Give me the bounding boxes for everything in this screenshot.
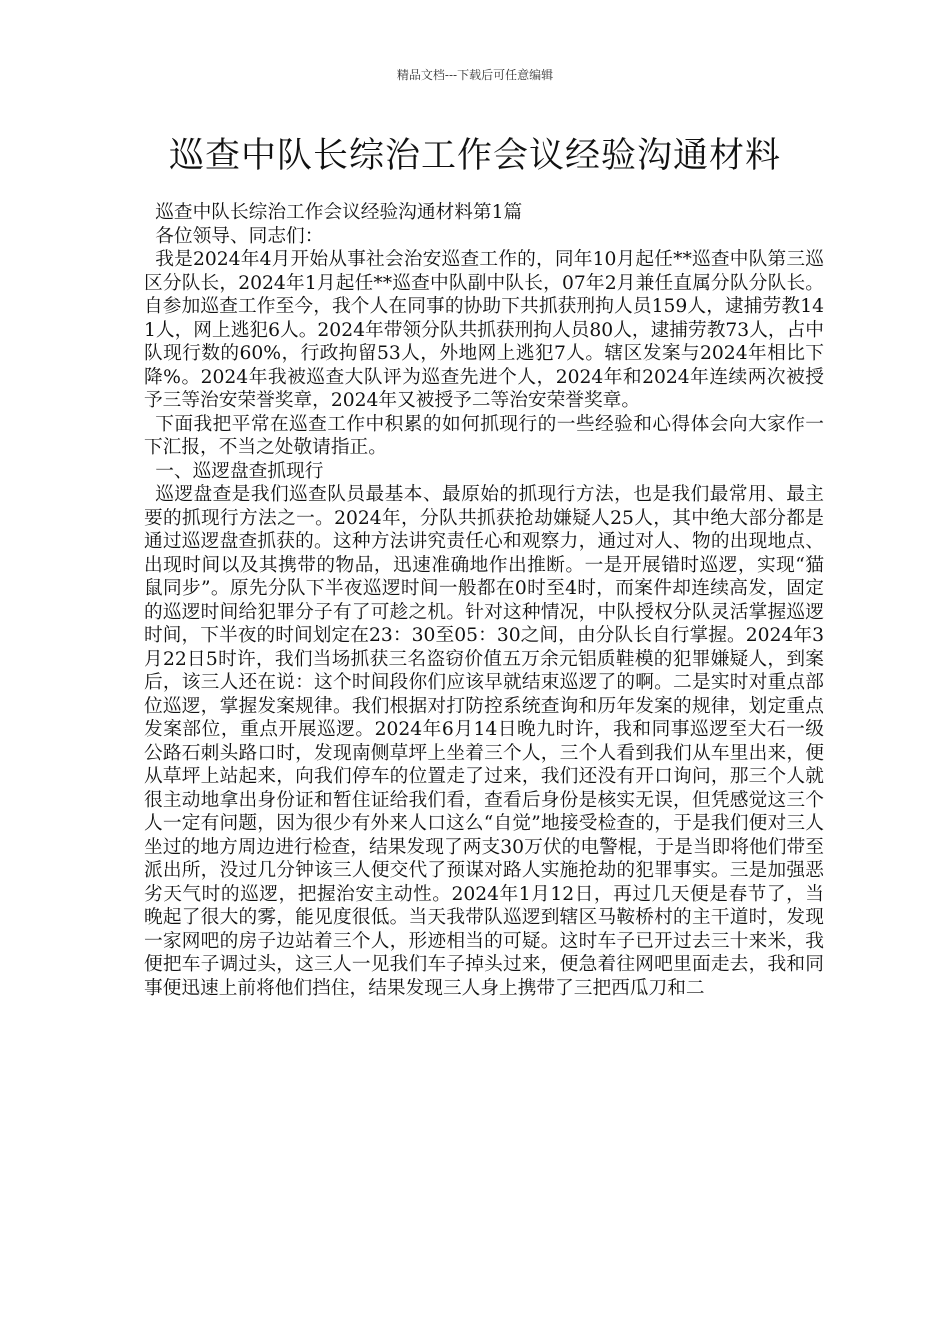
body-paragraph: 我是2024年4月开始从事社会治安巡查工作的，同年10月起任**巡查中队第三巡区分队长，2024年1月起任**巡查中队副中队长，07年2月兼任直属分队分队长。自参加巡查工作至今，我个人在同事的协助下共抓获刑拘人员159人，逮捕劳教141人，网上逃犯6人。2024年带领分队共抓获刑拘人员80人，逮捕劳教73人，占中队现行数的60%，行政拘留53人，外地网上逃犯7人。辖区发案与2024年相比下降%。2024年我被巡查大队评为巡查先进个人，2024年和2024年连续两次被授予三等治安荣誉奖章，2024年又被授予二等治安荣誉奖章。 xyxy=(144,249,824,411)
subtitle-paragraph: 巡查中队长综治工作会议经验沟通材料第1篇 xyxy=(155,202,523,223)
body-paragraph: 巡逻盘查是我们巡查队员最基本、最原始的抓现行方法，也是我们最常用、最主要的抓现行方法之一。2024年，分队共抓获抢劫嫌疑人25人，其中绝大部分都是通过巡逻盘查抓获的。这种方法讲究责任心和观察力，通过对人、物的出现地点、出现时间以及其携带的物品，迅速准确地作出推断。一是开展错时巡逻，实现“猫鼠同步”。原先分队下半夜巡逻时间一般都在0时至4时，而案件却连续高发，固定的巡逻时间给犯罪分子有了可趁之机。针对这种情况，中队授权分队灵活掌握巡逻时间，下半夜的时间划定在23：30至05：30之间，由分队长自行掌握。2024年3月22日5时许，我们当场抓获三名盗窃价值五万余元铝质鞋模的犯罪嫌疑人，到案后，该三人还在说：这个时间段你们应该早就结束巡逻了的啊。二是实时对重点部位巡逻，掌握发案规律。我们根据对打防控系统查询和历年发案的规律，划定重点发案部位，重点开展巡逻。2024年6月14日晚九时许，我和同事巡逻至大石一级公路石刺头路口时，发现南侧草坪上坐着三个人，三个人看到我们从车里出来，便从草坪上站起来，向我们停车的位置走了过来，我们还没有开口询问，那三个人就很主动地拿出身份证和暂住证给我们看，查看后身份是核实无误，但凭感觉这三个人一定有问题，因为很少有外来人口这么“自觉”地接受检查的，于是我们便对三人坐过的地方周边进行检查，结果发现了两支30万伏的电警棍，于是当即将他们带至派出所，没过几分钟该三人便交代了预谋对路人实施抢劫的犯罪事实。三是加强恶劣天气时的巡逻，把握治安主动性。2024年1月12日，再过几天便是春节了，当晚起了很大的雾，能见度很低。当天我带队巡逻到辖区马鞍桥村的主干道时，发现一家网吧的房子边站着三个人，形迹相当的可疑。这时车子已开过去三十来米，我便把车子调过头，这三人一见我们车子掉头过来，便急着往网吧里面走去，我和同事便迅速上前将他们挡住，结果发现三人身上携带了三把西瓜刀和二 xyxy=(144,484,824,999)
salutation-paragraph: 各位领导、同志们： xyxy=(155,225,324,247)
document-title: 巡查中队长综治工作会议经验沟通材料 xyxy=(168,136,781,176)
section-heading: 一、巡逻盘查抓现行 xyxy=(155,460,324,482)
header-note: 精品文档---下载后可任意编辑 xyxy=(396,68,554,82)
document-body xyxy=(144,201,824,1000)
body-paragraph: 下面我把平常在巡查工作中积累的如何抓现行的一些经验和心得体会向大家作一下汇报，不当之处敬请指正。 xyxy=(144,413,824,458)
